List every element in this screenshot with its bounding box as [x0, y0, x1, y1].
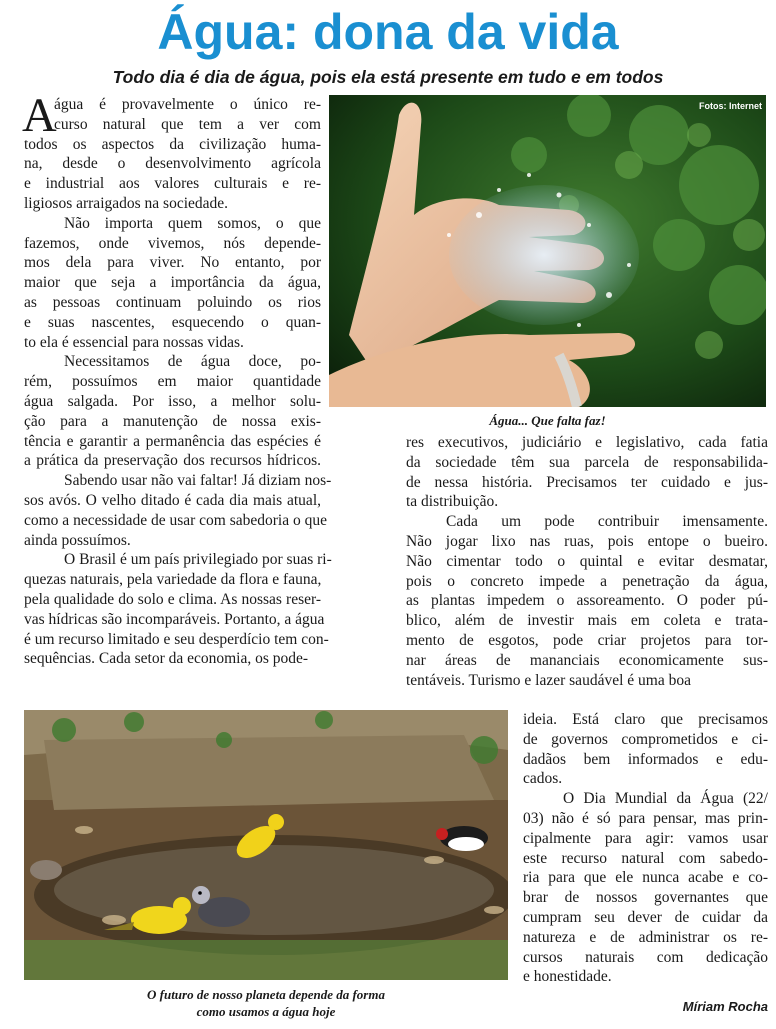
author-byline: Míriam Rocha — [682, 999, 768, 1014]
birds-puddle-illustration — [24, 710, 508, 980]
text-line: maior que seja a importância da água, — [24, 274, 321, 292]
article-title: Água: dona da vida — [157, 4, 619, 60]
birds-caption-line-1: O futuro de nosso planeta depende da forma — [147, 987, 385, 1002]
text-line: e suas nascentes, esquecendo o quan- — [24, 313, 321, 331]
text-line: nar áreas de mananciais economicamente sus- — [406, 651, 768, 669]
text-line: O Dia Mundial da Água (22/ — [563, 790, 768, 808]
text-line: cursos naturais com dedicação — [523, 948, 768, 966]
text-line: vas hídricas são incomparáveis. Portanto, a água — [24, 610, 325, 628]
text-line: e honestidade. — [523, 968, 612, 986]
text-line: ligiosos arraigados na sociedade. — [24, 194, 229, 212]
text-line: da sociedade têm sua parcela de responsabilida- — [406, 453, 768, 471]
text-line: mento de esgotos, pode criar projetos para tor- — [406, 631, 768, 649]
text-line: Necessitamos de água doce, po- — [64, 353, 321, 371]
text-line: 03) não é só para pensar, mas prin- — [523, 809, 768, 827]
photo-hands-caption: Água... Que falta faz! — [489, 413, 606, 428]
article-column-1 — [22, 89, 332, 669]
text-line: sequências. Cada setor da economia, os pode- — [24, 650, 309, 668]
text-line: pela qualidade do solo e clima. As nossas reser- — [24, 590, 321, 608]
text-line: Não jogar lixo nas ruas, pois entope o bueiro. — [406, 532, 768, 550]
drop-cap: A — [22, 89, 57, 142]
text-line: ta distribuição. — [406, 493, 499, 511]
photo-birds-puddle — [24, 710, 508, 980]
text-line: de governos comprometidos e ci- — [523, 730, 768, 748]
text-line: todos os aspectos da civilização huma- — [24, 135, 321, 153]
photo-hands-water — [329, 95, 766, 407]
text-line: ideia. Está claro que precisamos — [523, 711, 768, 728]
text-line: mos dela para viver. No entanto, por — [24, 254, 321, 272]
text-line: rém, possuímos em maior quantidade — [24, 373, 321, 391]
text-line: Sabendo usar não vai faltar! Já diziam nos- — [64, 472, 332, 490]
text-line: dadãos bem informados e edu- — [523, 750, 768, 768]
text-line: cipalmente para agir: vamos usar — [523, 829, 768, 847]
text-line: na, desde o desenvolvimento agrícola — [24, 155, 321, 173]
text-line: as pessoas continuam poluindo os rios — [24, 293, 321, 311]
text-line: tência e garantir a permanência das espécies é — [24, 432, 321, 450]
text-line: água salgada. Por isso, a melhor solu- — [24, 392, 321, 410]
text-line: natureza e de administrar os re- — [523, 928, 768, 946]
article-column-3 — [523, 710, 768, 987]
text-line: Não cimentar todo o quintal e evitar desmatar, — [406, 552, 768, 570]
text-line: pois o concreto impede a penetração da água, — [406, 572, 768, 590]
text-line: de nessa história. Precisamos ter cuidado e jus- — [406, 473, 768, 491]
text-line: to ela é essencial para nossas vidas. — [24, 333, 244, 351]
birds-caption-line-2: como usamos a água hoje — [196, 1004, 336, 1019]
text-line: Cada um pode contribuir imensamente. — [446, 513, 768, 531]
text-line: brar de nossos governantes que — [523, 889, 768, 907]
text-line: as plantas impedem o assoreamento. O poder pú- — [406, 592, 768, 610]
text-line: ainda possuímos. — [24, 531, 131, 549]
text-line: curso natural que tem a ver com — [54, 115, 321, 133]
text-line: res executivos, judiciário e legislativo, cada fatia — [406, 434, 768, 451]
text-line: e industrial aos valores culturais e re- — [24, 175, 321, 193]
text-line: como a necessidade de usar com sabedoria o que — [24, 511, 327, 529]
text-line: ção para a manutenção de nossa exis- — [24, 412, 321, 430]
text-line: ria para que ele nunca acabe e co- — [523, 869, 768, 887]
text-line: Não importa quem somos, o que — [64, 214, 321, 232]
photo-birds-caption — [24, 986, 508, 1020]
text-line: tentáveis. Turismo e lazer saudável é uma boa — [406, 671, 691, 689]
text-line: fazemos, onde vivemos, nós depende- — [24, 234, 321, 252]
article-subtitle: Todo dia é dia de água, pois ela está presente em tudo e em todos — [112, 67, 664, 87]
photo-credit: Fotos: Internet — [699, 101, 762, 111]
text-line: este recurso natural com sabedo- — [523, 849, 768, 867]
text-line: cados. — [523, 770, 563, 788]
text-line: quezas naturais, pela variedade da flora e fauna, — [24, 571, 322, 589]
hands-water-illustration — [329, 95, 766, 407]
article-column-2 — [406, 433, 768, 690]
text-line: sos avós. O velho ditado é cada dia mais atual, — [24, 491, 321, 509]
text-line: cumpram seu dever de cuidar da — [523, 908, 768, 926]
text-line: é um recurso limitado e seu desperdício tem con- — [24, 630, 329, 648]
text-line: água é provavelmente o único re- — [54, 96, 321, 113]
text-line: O Brasil é um país privilegiado por suas ri- — [64, 551, 332, 569]
text-line: a prática da preservação dos recursos hídricos. — [24, 452, 321, 470]
text-line: blico, além de investir mais em coleta e trata- — [406, 612, 768, 630]
